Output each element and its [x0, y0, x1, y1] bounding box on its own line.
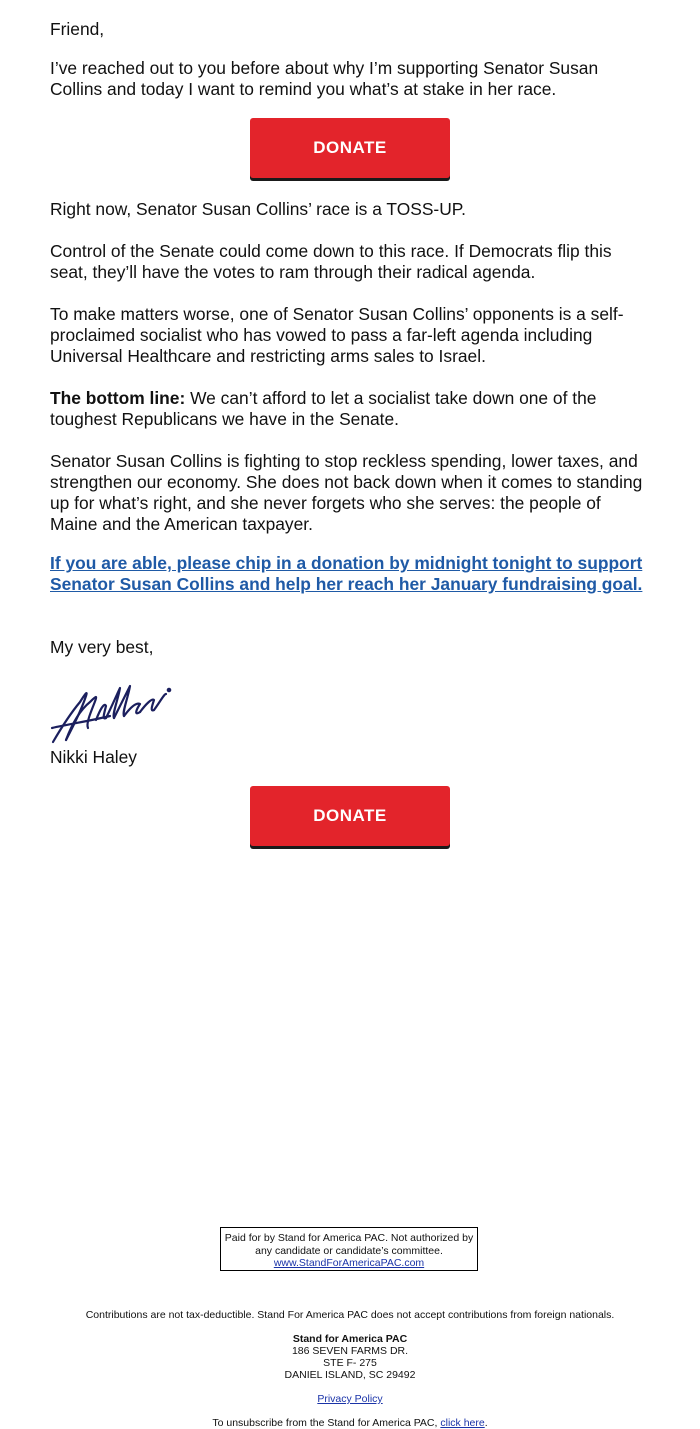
mailing-address [0, 1333, 700, 1381]
signer-name: Nikki Haley [50, 747, 137, 767]
cta-paragraph [50, 553, 650, 595]
unsubscribe-link[interactable]: click here [440, 1417, 485, 1429]
unsubscribe-text: To unsubscribe from the Stand for America PAC, [212, 1417, 441, 1429]
bottom-line-label: The bottom line: [50, 388, 186, 408]
intro-paragraph: I’ve reached out to you before about why I’m supporting Senator Susan Collins and today I want to remind you what’s at stake in her race. [50, 58, 599, 99]
address-line-2: STE F- 275 [323, 1357, 377, 1369]
donate-button-top[interactable]: DONATE [250, 118, 450, 178]
greeting: Friend, [50, 19, 105, 39]
address-line-3: DANIEL ISLAND, SC 29492 [284, 1369, 416, 1381]
bottom-line-paragraph [50, 388, 650, 430]
bottom-line-text: We can’t afford to let a socialist take down one of the toughest Republicans we have in the Senate. [50, 388, 597, 429]
paid-for-text: Paid for by Stand for America PAC. Not authorized by any candidate or candidate’s committee. [224, 1232, 474, 1257]
contributions-disclaimer: Contributions are not tax-deductible. Stand For America PAC does not accept contributions from foreign nationals. [85, 1309, 615, 1321]
paid-for-disclaimer-box [220, 1227, 478, 1271]
address-line-1: 186 SEVEN FARMS DR. [291, 1345, 409, 1357]
donation-cta-link[interactable]: If you are able, please chip in a donation by midnight tonight to support Senator Susan Collins and help her reach her January fundraising goal. [50, 553, 643, 594]
unsubscribe-period: . [484, 1417, 488, 1429]
signoff: My very best, [50, 637, 154, 657]
org-name: Stand for America PAC [292, 1333, 408, 1345]
fighting-paragraph: Senator Susan Collins is fighting to stop reckless spending, lower taxes, and strengthen our economy. She does not back down when it comes to standing up for what’s right, and she never forgets who she serves: the people of Maine and the American taxpayer. [50, 451, 643, 534]
tossup-paragraph: Right now, Senator Susan Collins’ race is a TOSS-UP. [50, 199, 466, 219]
privacy-policy-link[interactable]: Privacy Policy [317, 1393, 383, 1405]
signature-image [50, 680, 175, 746]
donate-button-bottom[interactable]: DONATE [250, 786, 450, 846]
worse-paragraph: To make matters worse, one of Senator Susan Collins’ opponents is a self-proclaimed socialist who has vowed to pass a far-left agenda including Universal Healthcare and restricting arms sales to Israel. [50, 304, 624, 366]
privacy-row [0, 1393, 700, 1405]
unsubscribe-row [0, 1417, 700, 1429]
control-paragraph: Control of the Senate could come down to this race. If Democrats flip this seat, they’ll have the votes to ram through their radical agenda. [50, 241, 612, 282]
website-link[interactable]: www.StandForAmericaPAC.com [273, 1257, 425, 1269]
